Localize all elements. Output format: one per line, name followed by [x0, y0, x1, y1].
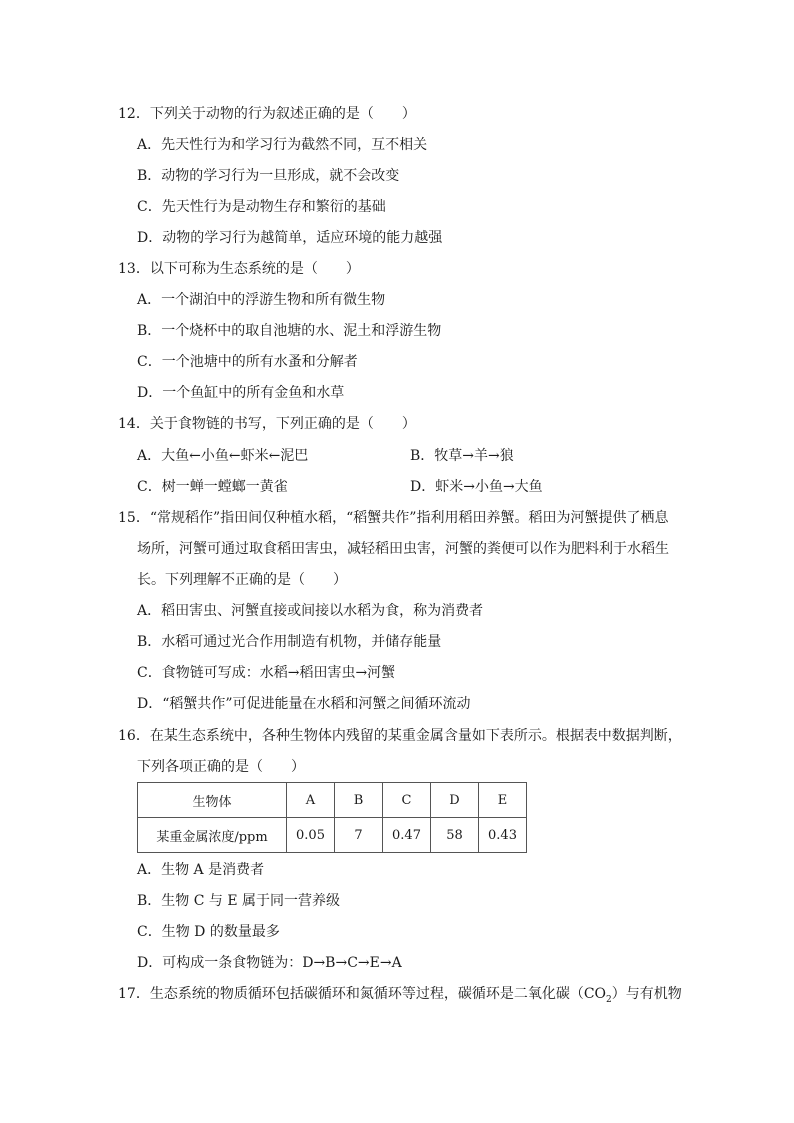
question-15-option-b: B．水稻可通过光合作用制造有机物，并储存能量 — [137, 634, 442, 650]
table-column-a: A — [287, 783, 335, 818]
question-16-option-a: A．生物 A 是消费者 — [137, 862, 265, 878]
table-cell-b: 7 — [335, 818, 383, 853]
question-17-stem — [118, 984, 682, 1010]
question-13-option-d: D．一个鱼缸中的所有金鱼和水草 — [137, 385, 345, 401]
table-column-d: D — [431, 783, 479, 818]
question-14-option-a: A．大鱼←小鱼←虾米←泥巴 — [137, 448, 309, 464]
question-17-stem-start: 17．生态系统的物质循环包括碳循环和氮循环等过程，碳循环是二氧化碳（CO — [118, 986, 607, 1002]
question-16-option-b: B．生物 C 与 E 属于同一营养级 — [137, 893, 341, 909]
question-16-stem-line-2: 下列各项正确的是（ ） — [137, 759, 305, 775]
table-column-b: B — [335, 783, 383, 818]
question-12-option-d: D．动物的学习行为越简单，适应环境的能力越强 — [137, 230, 443, 246]
question-15-option-d: D．“稻蟹共作”可促进能量在水稻和河蟹之间循环流动 — [137, 696, 471, 712]
question-12-option-c: C．先天性行为是动物生存和繁衍的基础 — [137, 199, 386, 215]
question-14-option-b: B．牧草→羊→狼 — [410, 448, 514, 464]
table-cell-a: 0.05 — [287, 818, 335, 853]
table-cell-d: 58 — [431, 818, 479, 853]
table-header-label: 生物体 — [138, 783, 287, 818]
question-12-option-a: A．先天性行为和学习行为截然不同，互不相关 — [137, 137, 428, 153]
question-13-option-c: C．一个池塘中的所有水蚤和分解者 — [137, 354, 358, 370]
question-15-stem-line-2: 场所，河蟹可通过取食稻田害虫，减轻稻田虫害，河蟹的粪便可以作为肥料利于水稻生 — [137, 541, 669, 557]
table-column-c: C — [383, 783, 431, 818]
question-13-option-b: B．一个烧杯中的取自池塘的水、泥土和浮游生物 — [137, 323, 442, 339]
question-13-stem: 13．以下可称为生态系统的是（ ） — [118, 261, 360, 277]
question-17-stem-end: ）与有机物 — [611, 986, 682, 1002]
co2-subscript: 2 — [606, 994, 612, 1005]
table-column-e: E — [479, 783, 527, 818]
table-header-row — [138, 783, 527, 818]
question-15-option-a: A．稻田害虫、河蟹直接或间接以水稻为食，称为消费者 — [137, 603, 484, 619]
question-15-option-c: C．食物链可写成：水稻→稻田害虫→河蟹 — [137, 665, 396, 681]
heavy-metal-table — [137, 782, 527, 853]
table-value-row — [138, 818, 527, 853]
table-cell-e: 0.43 — [479, 818, 527, 853]
table-row-label: 某重金属浓度/ppm — [138, 818, 287, 853]
question-15-stem-line-1: 15．“常规稻作”指田间仅种植水稻，“稻蟹共作”指利用稻田养蟹。稻田为河蟹提供了栖息 — [118, 510, 669, 526]
question-16-stem-line-1: 16．在某生态系统中，各种生物体内残留的某重金属含量如下表所示。根据表中数据判断， — [118, 728, 682, 744]
question-12-stem: 12．下列关于动物的行为叙述正确的是（ ） — [118, 106, 416, 122]
question-16-option-d: D．可构成一条食物链为：D→B→C→E→A — [137, 955, 402, 971]
table-cell-c: 0.47 — [383, 818, 431, 853]
question-14-option-d: D．虾米→小鱼→大鱼 — [410, 479, 543, 495]
question-16-option-c: C．生物 D 的数量最多 — [137, 924, 280, 940]
question-13-option-a: A．一个湖泊中的浮游生物和所有微生物 — [137, 292, 386, 308]
question-15-stem-line-3: 长。下列理解不正确的是（ ） — [137, 572, 347, 588]
question-12-option-b: B．动物的学习行为一旦形成，就不会改变 — [137, 168, 400, 184]
question-14-option-c: C．树一蝉一螳螂一黄雀 — [137, 479, 288, 495]
question-14-stem: 14．关于食物链的书写，下列正确的是（ ） — [118, 416, 416, 432]
